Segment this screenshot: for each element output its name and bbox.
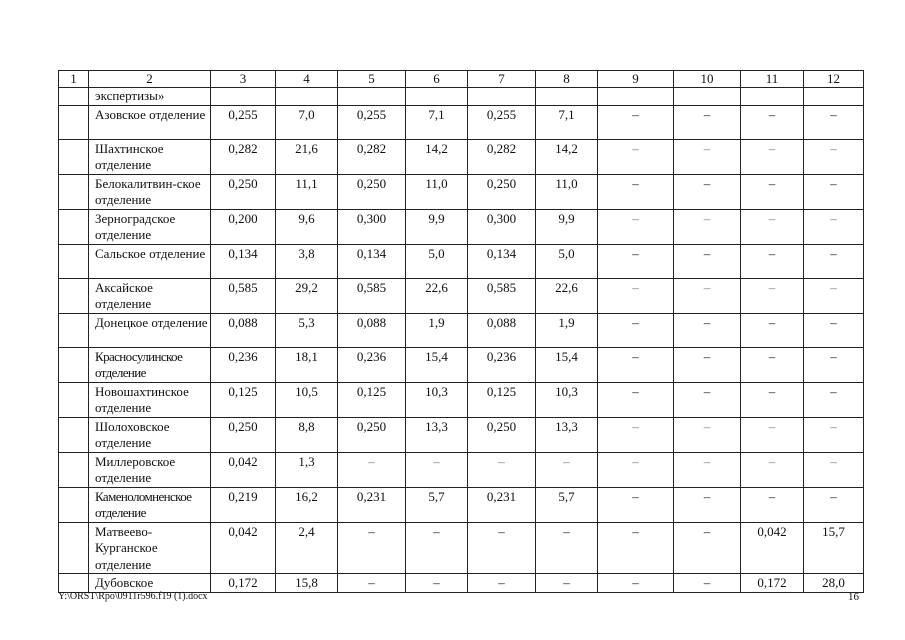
table-cell: 0,125: [211, 382, 276, 417]
row-number-cell: [59, 278, 89, 313]
column-header: 8: [536, 71, 598, 88]
table-row: [59, 347, 864, 382]
table-cell: 15,4: [406, 347, 468, 382]
table-cell: –: [741, 278, 804, 313]
file-path: Y:\ORST\Rpo\0911r596.f19 (1).docx: [58, 591, 208, 602]
row-name: Шахтинское отделение: [89, 139, 211, 174]
table-cell: –: [674, 209, 741, 244]
table-cell: 3,8: [276, 244, 338, 278]
table-cell: 0,250: [338, 174, 406, 209]
table-cell: 18,1: [276, 347, 338, 382]
table-cell: 2,4: [276, 522, 338, 574]
table-cell: –: [468, 452, 536, 487]
table-cell: 0,585: [468, 278, 536, 313]
row-name: Сальское отделение: [89, 244, 211, 278]
table-cell: –: [674, 522, 741, 574]
table-cell: 0,134: [211, 244, 276, 278]
table-cell: 14,2: [406, 139, 468, 174]
table-row: [59, 487, 864, 522]
table-row: [59, 574, 864, 593]
table-cell: 15,4: [536, 347, 598, 382]
table-cell: 0,255: [211, 105, 276, 139]
table-cell: 0,125: [338, 382, 406, 417]
column-header: 1: [59, 71, 89, 88]
table-cell: 0,250: [211, 417, 276, 452]
table-cell: 10,5: [276, 382, 338, 417]
table-cell: –: [598, 209, 674, 244]
table-cell: –: [804, 209, 864, 244]
table-cell: –: [674, 417, 741, 452]
table-cell: 7,1: [406, 105, 468, 139]
table-cell: 11,1: [276, 174, 338, 209]
table-cell: –: [338, 522, 406, 574]
table-cell: –: [804, 244, 864, 278]
table-cell: 11,0: [406, 174, 468, 209]
column-header: 9: [598, 71, 674, 88]
table-cell: –: [804, 105, 864, 139]
row-number-cell: [59, 417, 89, 452]
table-cell: –: [598, 347, 674, 382]
column-header: 5: [338, 71, 406, 88]
table-cell: 0,236: [468, 347, 536, 382]
table-cell: –: [674, 139, 741, 174]
table-cell: –: [674, 105, 741, 139]
table-cell: 0,250: [468, 174, 536, 209]
data-table: [58, 70, 864, 593]
table-row: [59, 382, 864, 417]
continued-row: [59, 88, 864, 106]
table-cell: 0,255: [468, 105, 536, 139]
table-cell: –: [598, 313, 674, 347]
table-cell: –: [674, 244, 741, 278]
table-row: [59, 105, 864, 139]
table-cell: –: [804, 487, 864, 522]
table-cell: 14,2: [536, 139, 598, 174]
table-cell: –: [741, 417, 804, 452]
table-cell: –: [598, 452, 674, 487]
table-cell: –: [468, 522, 536, 574]
table-cell: –: [674, 574, 741, 593]
table-cell: –: [804, 417, 864, 452]
table-cell: 11,0: [536, 174, 598, 209]
table-cell: 1,9: [406, 313, 468, 347]
row-number-cell: [59, 487, 89, 522]
table-cell: –: [804, 452, 864, 487]
column-header: 7: [468, 71, 536, 88]
table-cell: –: [804, 347, 864, 382]
table-cell: 5,7: [536, 487, 598, 522]
table-cell: 0,250: [468, 417, 536, 452]
table-cell: –: [536, 452, 598, 487]
table-cell: –: [338, 452, 406, 487]
table-cell: –: [804, 278, 864, 313]
row-number-cell: [59, 574, 89, 593]
table-cell: 0,172: [211, 574, 276, 593]
row-number-cell: [59, 382, 89, 417]
table-cell: 9,9: [536, 209, 598, 244]
table-cell: –: [536, 522, 598, 574]
table-row: [59, 313, 864, 347]
table-cell: –: [406, 522, 468, 574]
table-cell: 0,300: [468, 209, 536, 244]
table-cell: 0,200: [211, 209, 276, 244]
table-cell: –: [598, 574, 674, 593]
column-header: 6: [406, 71, 468, 88]
table-cell: 22,6: [406, 278, 468, 313]
table-cell: –: [741, 347, 804, 382]
table-cell: –: [741, 105, 804, 139]
row-name: Аксайское отделение: [89, 278, 211, 313]
table-cell: –: [674, 313, 741, 347]
row-number-cell: [59, 347, 89, 382]
row-name: Миллеровское отделение: [89, 452, 211, 487]
table-cell: –: [598, 487, 674, 522]
table-cell: 0,585: [338, 278, 406, 313]
row-name: Донецкое отделение: [89, 313, 211, 347]
table-cell: 13,3: [536, 417, 598, 452]
table-cell: –: [598, 382, 674, 417]
table-cell: 0,231: [468, 487, 536, 522]
row-number-cell: [59, 209, 89, 244]
row-number-cell: [59, 105, 89, 139]
row-name: Зерноградское отделение: [89, 209, 211, 244]
table-cell: –: [674, 347, 741, 382]
row-name: Белокалитвин-ское отделение: [89, 174, 211, 209]
page-number: 16: [848, 591, 859, 603]
row-name: Каменоломненское отделение: [89, 487, 211, 522]
row-name: Матвеево-Курганское отделение: [89, 522, 211, 574]
table-cell: 0,088: [468, 313, 536, 347]
table-cell: 0,236: [338, 347, 406, 382]
table-cell: –: [741, 174, 804, 209]
table-cell: 1,9: [536, 313, 598, 347]
table-cell: 0,219: [211, 487, 276, 522]
table-row: [59, 522, 864, 574]
table-cell: –: [598, 522, 674, 574]
table-row: [59, 278, 864, 313]
table-cell: 9,9: [406, 209, 468, 244]
table-row: [59, 452, 864, 487]
table-cell: –: [804, 313, 864, 347]
table-cell: –: [598, 417, 674, 452]
table-cell: 0,255: [338, 105, 406, 139]
table-cell: 0,300: [338, 209, 406, 244]
table-cell: 5,7: [406, 487, 468, 522]
table-cell: –: [674, 487, 741, 522]
row-name: Красносулинское отделение: [89, 347, 211, 382]
table-cell: 5,0: [406, 244, 468, 278]
continued-label: экспертизы»: [89, 88, 211, 106]
column-header: 3: [211, 71, 276, 88]
column-header: 2: [89, 71, 211, 88]
row-number-cell: [59, 313, 89, 347]
table-cell: 8,8: [276, 417, 338, 452]
table-cell: 0,282: [211, 139, 276, 174]
table-cell: 0,236: [211, 347, 276, 382]
table-cell: –: [674, 174, 741, 209]
column-header: 12: [804, 71, 864, 88]
column-header: 10: [674, 71, 741, 88]
table-cell: –: [674, 278, 741, 313]
row-number-cell: [59, 244, 89, 278]
table-cell: –: [598, 105, 674, 139]
table-cell: –: [741, 244, 804, 278]
table-cell: 0,172: [741, 574, 804, 593]
table-cell: 0,042: [741, 522, 804, 574]
table-cell: 29,2: [276, 278, 338, 313]
row-number-cell: [59, 139, 89, 174]
table-cell: –: [598, 278, 674, 313]
table-cell: 0,134: [338, 244, 406, 278]
row-name: Новошахтинское отделение: [89, 382, 211, 417]
column-header: 4: [276, 71, 338, 88]
table-cell: –: [536, 574, 598, 593]
row-name: Шолоховское отделение: [89, 417, 211, 452]
table-cell: 0,250: [338, 417, 406, 452]
table-cell: –: [741, 452, 804, 487]
table-row: [59, 417, 864, 452]
table-row: [59, 139, 864, 174]
table-cell: 0,042: [211, 452, 276, 487]
table-cell: 15,7: [804, 522, 864, 574]
table-cell: 0,088: [211, 313, 276, 347]
table-cell: 7,1: [536, 105, 598, 139]
table-cell: 0,282: [338, 139, 406, 174]
table-cell: 13,3: [406, 417, 468, 452]
table-cell: –: [741, 139, 804, 174]
table-cell: –: [468, 574, 536, 593]
table-cell: 10,3: [406, 382, 468, 417]
table-cell: –: [598, 139, 674, 174]
table-cell: 16,2: [276, 487, 338, 522]
table-cell: –: [741, 209, 804, 244]
row-name: Дубовское: [89, 574, 211, 593]
table-cell: –: [804, 174, 864, 209]
table-cell: –: [338, 574, 406, 593]
table-cell: 15,8: [276, 574, 338, 593]
table-cell: 0,042: [211, 522, 276, 574]
table-cell: –: [741, 382, 804, 417]
table-row: [59, 244, 864, 278]
row-number-cell: [59, 174, 89, 209]
table-cell: –: [804, 139, 864, 174]
table-cell: 0,585: [211, 278, 276, 313]
table-cell: 1,3: [276, 452, 338, 487]
table-cell: 0,088: [338, 313, 406, 347]
table-cell: –: [741, 313, 804, 347]
table-cell: –: [598, 244, 674, 278]
table-cell: –: [674, 452, 741, 487]
table-row: [59, 209, 864, 244]
table-cell: 0,125: [468, 382, 536, 417]
table-row: [59, 174, 864, 209]
table-cell: –: [406, 574, 468, 593]
table-cell: 0,250: [211, 174, 276, 209]
row-number-cell: [59, 452, 89, 487]
table-cell: –: [674, 382, 741, 417]
column-number-row: [59, 71, 864, 88]
table-cell: 0,134: [468, 244, 536, 278]
table-cell: 21,6: [276, 139, 338, 174]
table-cell: –: [741, 487, 804, 522]
table-cell: –: [804, 382, 864, 417]
table-cell: 22,6: [536, 278, 598, 313]
table-cell: 0,282: [468, 139, 536, 174]
table-cell: 9,6: [276, 209, 338, 244]
table-cell: 28,0: [804, 574, 864, 593]
column-header: 11: [741, 71, 804, 88]
row-name: Азовское отделение: [89, 105, 211, 139]
table-cell: 7,0: [276, 105, 338, 139]
table-cell: 5,3: [276, 313, 338, 347]
table-cell: 10,3: [536, 382, 598, 417]
table-cell: 5,0: [536, 244, 598, 278]
table-cell: –: [598, 174, 674, 209]
table-cell: 0,231: [338, 487, 406, 522]
table-cell: –: [406, 452, 468, 487]
row-number-cell: [59, 522, 89, 574]
